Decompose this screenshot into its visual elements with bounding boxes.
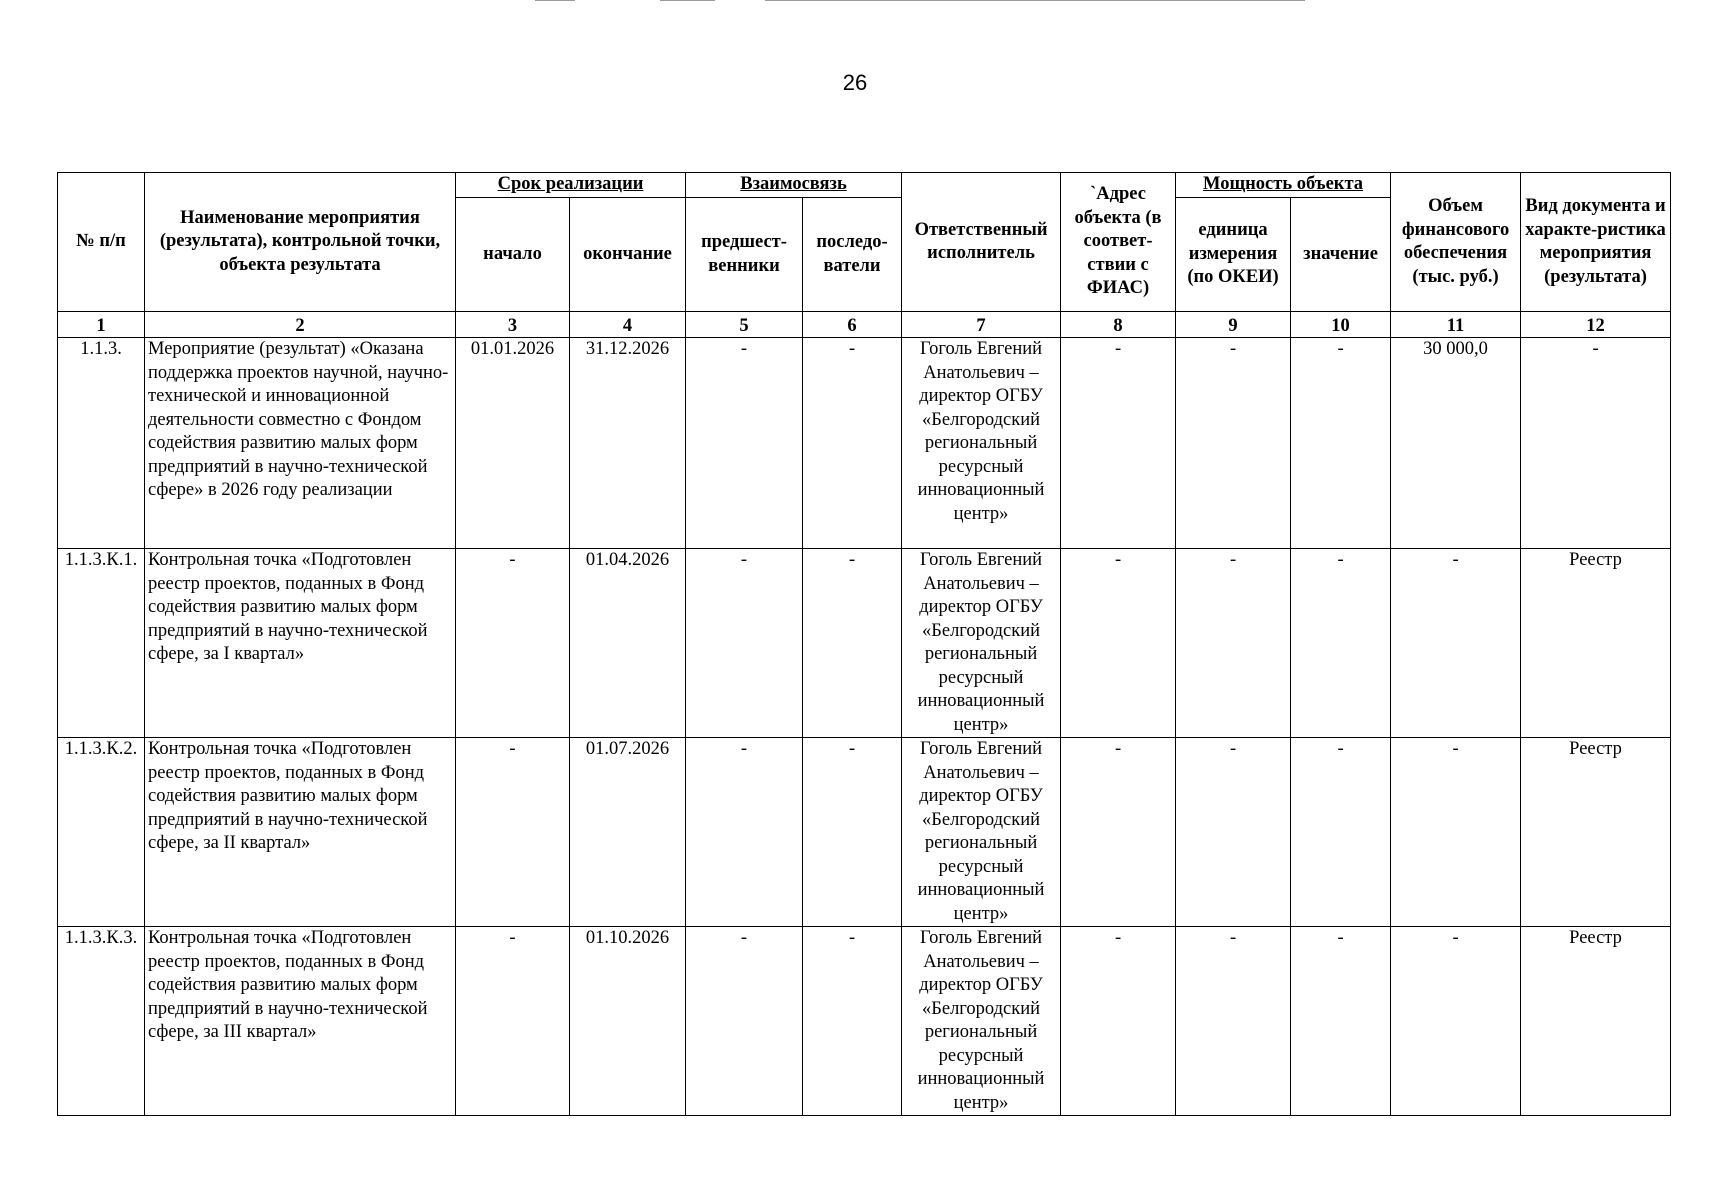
row-predecessors: -	[686, 927, 803, 1116]
row-unit: -	[1176, 549, 1291, 738]
row-address: -	[1061, 549, 1176, 738]
header-unit: единица измерения (по ОКЕИ)	[1176, 198, 1291, 312]
column-number: 8	[1061, 312, 1176, 338]
column-number: 11	[1391, 312, 1521, 338]
header-num: № п/п	[58, 173, 145, 312]
header-end: окончание	[570, 198, 686, 312]
row-unit: -	[1176, 927, 1291, 1116]
schedule-table	[57, 172, 1671, 1116]
row-start: -	[456, 738, 570, 927]
row-doc-type: Реестр	[1521, 549, 1671, 738]
scan-top-rule	[765, 0, 1305, 1]
scan-top-rule	[535, 0, 575, 1]
row-finance: -	[1391, 738, 1521, 927]
row-value: -	[1291, 549, 1391, 738]
row-responsible: Гоголь Евгений Анатольевич – директор ОГБУ «Белгородский региональный ресурсный инновационный центр»	[902, 927, 1061, 1116]
column-number: 4	[570, 312, 686, 338]
row-successors: -	[803, 549, 902, 738]
row-number: 1.1.3.	[58, 338, 145, 549]
row-address: -	[1061, 927, 1176, 1116]
row-unit: -	[1176, 338, 1291, 549]
row-name: Контрольная точка «Подготовлен реестр проектов, поданных в Фонд содействия развитию малых форм предприятий в научно-технической сфере, за II квартал»	[145, 738, 456, 927]
row-predecessors: -	[686, 549, 803, 738]
row-finance: -	[1391, 549, 1521, 738]
header-successors: последо-ватели	[803, 198, 902, 312]
header-finance: Объем финансового обеспечения (тыс. руб.)	[1391, 173, 1521, 312]
column-number: 10	[1291, 312, 1391, 338]
row-name: Мероприятие (результат) «Оказана поддержка проектов научной, научно-технической и инновационной деятельности совместно с Фондом содействия развитию малых форм предприятий в научно-технической сфере» в 2026 году реализации	[145, 338, 456, 549]
row-doc-type: -	[1521, 338, 1671, 549]
column-number: 9	[1176, 312, 1291, 338]
column-number: 7	[902, 312, 1061, 338]
row-address: -	[1061, 738, 1176, 927]
header-doc-type: Вид документа и характе-ристика мероприятия (результата)	[1521, 173, 1671, 312]
row-responsible: Гоголь Евгений Анатольевич – директор ОГБУ «Белгородский региональный ресурсный инновационный центр»	[902, 549, 1061, 738]
header-name: Наименование мероприятия (результата), контрольной точки, объекта результата	[145, 173, 456, 312]
row-start: -	[456, 549, 570, 738]
table-row	[58, 549, 1671, 738]
row-successors: -	[803, 927, 902, 1116]
row-name: Контрольная точка «Подготовлен реестр проектов, поданных в Фонд содействия развитию малых форм предприятий в научно-технической сфере, за III квартал»	[145, 927, 456, 1116]
row-address: -	[1061, 338, 1176, 549]
header-responsible: Ответственный исполнитель	[902, 173, 1061, 312]
row-responsible: Гоголь Евгений Анатольевич – директор ОГБУ «Белгородский региональный ресурсный инновационный центр»	[902, 738, 1061, 927]
header-value: значение	[1291, 198, 1391, 312]
row-predecessors: -	[686, 738, 803, 927]
column-number: 1	[58, 312, 145, 338]
column-number: 12	[1521, 312, 1671, 338]
row-end: 31.12.2026	[570, 338, 686, 549]
row-finance: -	[1391, 927, 1521, 1116]
row-start: -	[456, 927, 570, 1116]
row-end: 01.10.2026	[570, 927, 686, 1116]
column-number: 6	[803, 312, 902, 338]
column-number: 5	[686, 312, 803, 338]
row-name: Контрольная точка «Подготовлен реестр проектов, поданных в Фонд содействия развитию малых форм предприятий в научно-технической сфере, за I квартал»	[145, 549, 456, 738]
row-doc-type: Реестр	[1521, 927, 1671, 1116]
row-successors: -	[803, 738, 902, 927]
row-successors: -	[803, 338, 902, 549]
table-row	[58, 738, 1671, 927]
header-group-power: Мощность объекта	[1176, 173, 1391, 198]
row-value: -	[1291, 738, 1391, 927]
row-value: -	[1291, 338, 1391, 549]
page-number: 26	[842, 70, 868, 95]
header-predecessors: предшест-венники	[686, 198, 803, 312]
row-end: 01.04.2026	[570, 549, 686, 738]
column-number: 2	[145, 312, 456, 338]
header-group-link: Взаимосвязь	[686, 173, 902, 198]
row-end: 01.07.2026	[570, 738, 686, 927]
row-number: 1.1.3.К.1.	[58, 549, 145, 738]
row-doc-type: Реестр	[1521, 738, 1671, 927]
row-value: -	[1291, 927, 1391, 1116]
column-number: 3	[456, 312, 570, 338]
table-row	[58, 927, 1671, 1116]
row-unit: -	[1176, 738, 1291, 927]
header-group-term: Срок реализации	[456, 173, 686, 198]
header-start: начало	[456, 198, 570, 312]
row-start: 01.01.2026	[456, 338, 570, 549]
table-row	[58, 338, 1671, 549]
row-number: 1.1.3.К.3.	[58, 927, 145, 1116]
scan-top-rule	[660, 0, 715, 1]
row-finance: 30 000,0	[1391, 338, 1521, 549]
header-address: `Адрес объекта (в соответ-ствии с ФИАС)	[1061, 173, 1176, 312]
row-predecessors: -	[686, 338, 803, 549]
row-number: 1.1.3.К.2.	[58, 738, 145, 927]
row-responsible: Гоголь Евгений Анатольевич – директор ОГБУ «Белгородский региональный ресурсный инновационный центр»	[902, 338, 1061, 549]
